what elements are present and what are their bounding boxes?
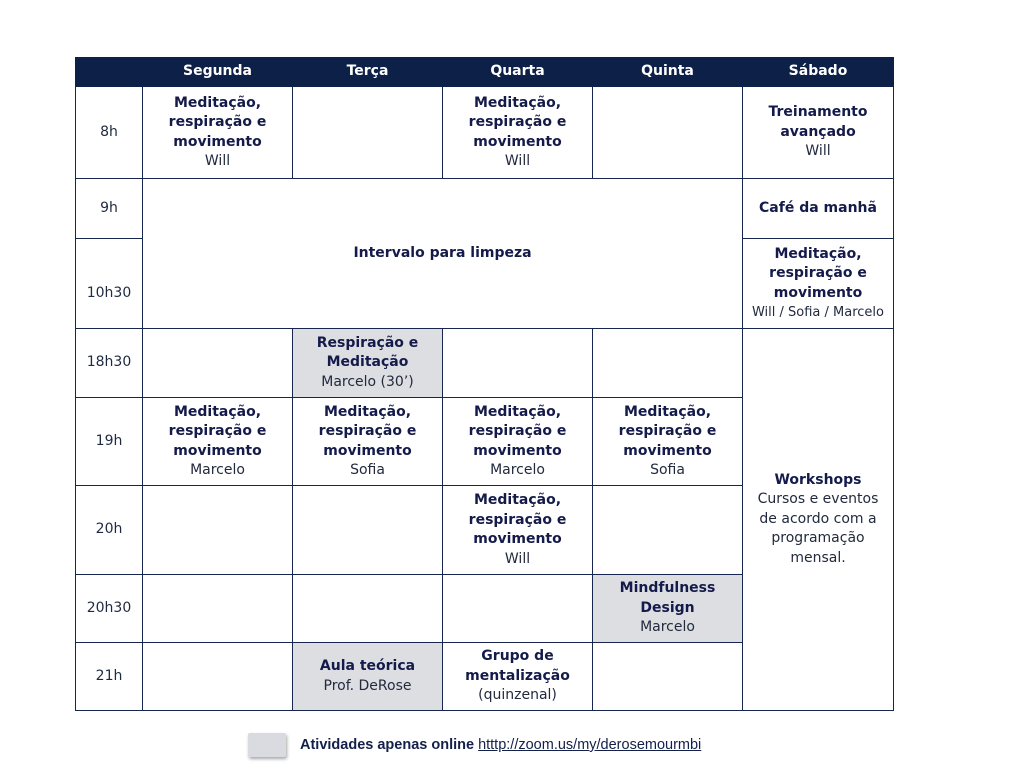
workshops-cell [743, 329, 894, 711]
activity-instructor: Marcelo [640, 619, 695, 636]
activity-title: Meditação, respiração e movimento [769, 245, 867, 301]
workshops-title: Workshops [774, 471, 862, 488]
online-legend-swatch [248, 733, 286, 757]
activity-instructor: Prof. DeRose [323, 677, 412, 694]
empty-cell [593, 87, 743, 179]
empty-cell [143, 486, 293, 575]
legend [248, 732, 701, 758]
time-label: 19h [76, 398, 143, 486]
empty-cell [143, 329, 293, 398]
activity-instructor: Marcelo [490, 462, 545, 478]
activity-cell [443, 87, 593, 179]
schedule-table [75, 57, 894, 711]
activity-title: Meditação, respiração e movimento [618, 403, 717, 459]
header-quinta: Quinta [593, 58, 743, 87]
time-label: 18h30 [76, 329, 143, 398]
online-activity-cell [293, 643, 443, 711]
header-corner [76, 58, 143, 87]
empty-cell [593, 486, 743, 575]
time-label: 21h [76, 643, 143, 711]
activity-title: Meditação, respiração e movimento [468, 94, 567, 150]
activity-cell [743, 87, 894, 179]
header-quarta: Quarta [443, 58, 593, 87]
activity-cell [743, 239, 894, 329]
empty-cell [443, 575, 593, 643]
activity-cell [743, 179, 894, 239]
activity-note: (quinzenal) [478, 687, 557, 704]
activity-instructor: Sofia [350, 462, 385, 478]
activity-instructor: Will / Sofia / Marcelo [751, 305, 884, 320]
break-cell [143, 179, 743, 329]
activity-title: Meditação, respiração e movimento [318, 403, 417, 459]
activity-instructor: Marcelo [190, 462, 245, 478]
row-18h30 [76, 329, 894, 398]
legend-label: Atividades apenas online [300, 737, 475, 753]
empty-cell [593, 329, 743, 398]
online-activity-cell [293, 329, 443, 398]
empty-cell [293, 486, 443, 575]
empty-cell [293, 575, 443, 643]
activity-instructor: Will [504, 550, 531, 567]
activity-title: Mindfulness Design [619, 580, 716, 616]
activity-title: Treinamento avançado [768, 104, 868, 140]
header-row [76, 58, 894, 87]
header-segunda: Segunda [143, 58, 293, 87]
row-9h [76, 179, 894, 239]
activity-cell [443, 643, 593, 711]
online-activity-cell [593, 575, 743, 643]
empty-cell [293, 87, 443, 179]
activity-title: Grupo de mentalização [465, 648, 570, 684]
time-label: 8h [76, 87, 143, 179]
header-terca: Terça [293, 58, 443, 87]
activity-cell [593, 398, 743, 486]
empty-cell [143, 575, 293, 643]
empty-cell [143, 643, 293, 711]
zoom-link[interactable]: htttp://zoom.us/my/derosemourmbi [478, 737, 702, 753]
activity-title: Aula teórica [319, 658, 416, 674]
activity-cell [143, 398, 293, 486]
activity-title: Meditação, respiração e movimento [168, 94, 267, 150]
header-sabado: Sábado [743, 58, 894, 87]
empty-cell [593, 643, 743, 711]
activity-cell [143, 87, 293, 179]
workshops-description: Cursos e eventos de acordo com a programação mensal. [757, 491, 879, 566]
activity-title: Meditação, respiração e movimento [168, 403, 267, 459]
activity-cell [443, 486, 593, 575]
time-label: 10h30 [76, 239, 143, 329]
time-label: 20h [76, 486, 143, 575]
activity-cell [293, 398, 443, 486]
row-8h [76, 87, 894, 179]
break-title: Intervalo para limpeza [353, 244, 532, 261]
activity-title: Meditação, respiração e movimento [468, 403, 567, 459]
activity-instructor: Will [805, 143, 831, 160]
activity-instructor: Will [204, 153, 231, 169]
empty-cell [443, 329, 593, 398]
activity-title: Café da manhã [759, 199, 877, 216]
activity-instructor: Marcelo (30’) [321, 373, 414, 390]
time-label: 9h [76, 179, 143, 239]
activity-title: Meditação, respiração e movimento [468, 492, 567, 547]
time-label: 20h30 [76, 575, 143, 643]
activity-title: Respiração e Meditação [316, 334, 419, 371]
activity-instructor: Will [504, 153, 531, 169]
activity-instructor: Sofia [650, 462, 685, 478]
activity-cell [443, 398, 593, 486]
